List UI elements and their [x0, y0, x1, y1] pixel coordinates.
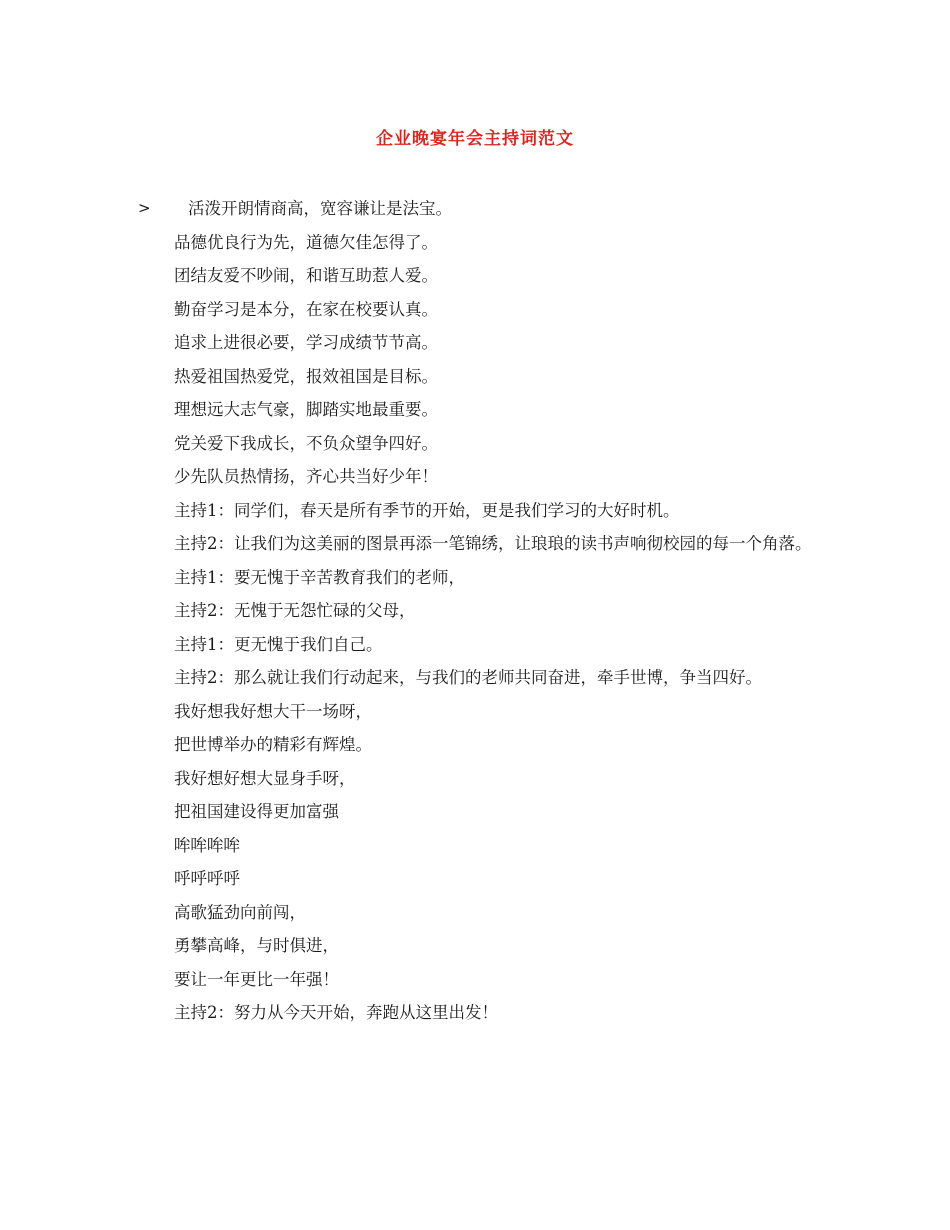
first-paragraph-text: 活泼开朗情商高，宽容谦让是法宝。 — [188, 199, 452, 218]
paragraph: 主持2：那么就让我们行动起来，与我们的老师共同奋进，牵手世博，争当四好。 — [174, 668, 762, 687]
paragraph: 少先队员热情扬，齐心共当好少年！ — [174, 467, 438, 486]
paragraph: 主持1：要无愧于辛苦教育我们的老师， — [174, 567, 465, 587]
paragraph: 团结友爱不吵闹，和谐互助惹人爱。 — [174, 266, 438, 285]
document-body — [138, 192, 818, 1030]
paragraph: 勇攀高峰，与时俱进， — [174, 936, 339, 955]
paragraph: 主持2：努力从今天开始，奔跑从这里出发！ — [174, 1003, 498, 1022]
paragraph: 要让一年更比一年强！ — [174, 969, 339, 989]
paragraph: 哞哞哞哞 — [174, 835, 240, 855]
first-paragraph — [138, 192, 818, 226]
bullet-marker: > — [138, 199, 151, 217]
paragraph: 理想远大志气豪，脚踏实地最重要。 — [174, 400, 438, 419]
paragraph: 主持1：更无愧于我们自己。 — [174, 634, 383, 654]
paragraph: 主持2：让我们为这美丽的图景再添一笔锦绣，让琅琅的读书声响彻校园的每一个角落。 — [174, 534, 812, 553]
paragraph: 我好想好想大显身手呀， — [174, 768, 356, 788]
paragraph: 我好想我好想大干一场呀， — [174, 701, 372, 721]
paragraph: 勤奋学习是本分，在家在校要认真。 — [174, 299, 438, 319]
paragraph: 呼呼呼呼 — [174, 869, 240, 888]
paragraph: 党关爱下我成长，不负众望争四好。 — [174, 433, 438, 453]
paragraph: 高歌猛劲向前闯， — [174, 902, 306, 922]
paragraph: 热爱祖国热爱党，报效祖国是目标。 — [174, 366, 438, 386]
paragraph: 品德优良行为先，道德欠佳怎得了。 — [174, 232, 438, 252]
paragraph: 把祖国建设得更加富强 — [174, 802, 339, 821]
paragraph: 主持1：同学们，春天是所有季节的开始，更是我们学习的大好时机。 — [174, 500, 680, 520]
paragraph: 主持2：无愧于无怨忙碌的父母， — [174, 601, 416, 620]
paragraph: 把世博举办的精彩有辉煌。 — [174, 735, 372, 754]
document-title: 企业晚宴年会主持词范文 — [376, 129, 574, 149]
paragraph: 追求上进很必要，学习成绩节节高。 — [174, 333, 438, 352]
